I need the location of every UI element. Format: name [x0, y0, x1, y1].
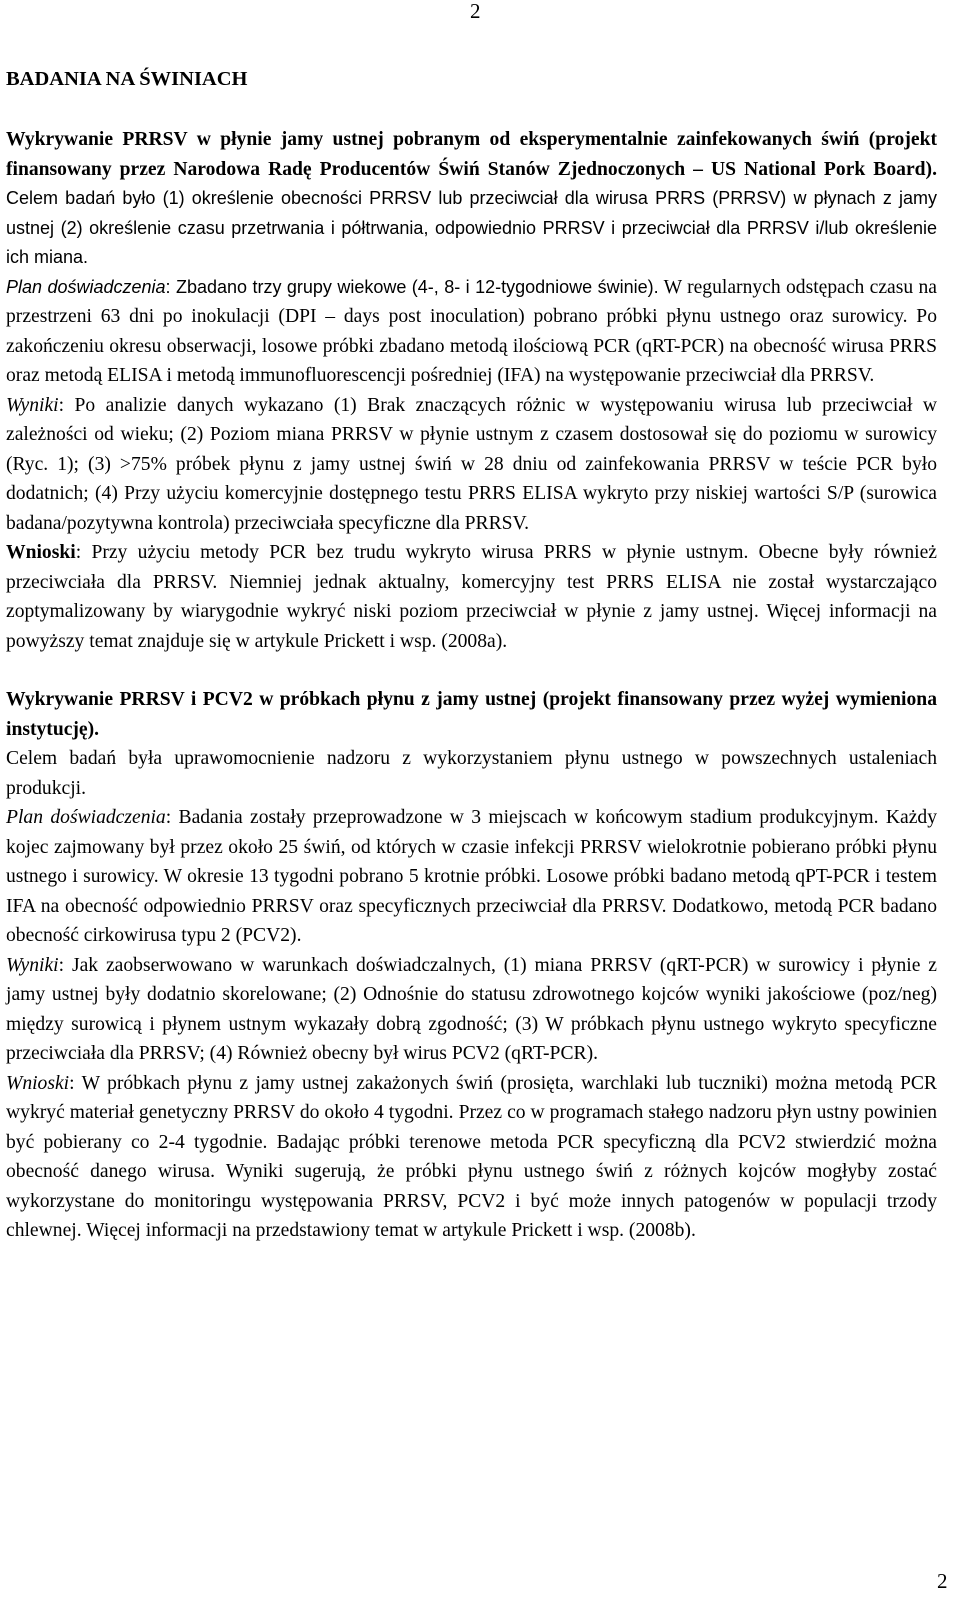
section-1-conclusions: : Przy użyciu metody PCR bez trudu wykryto wirusa PRRS w płynie ustnym. Obecne były również przeciwciała dla PRRSV. Niemniej jednak aktualny, komercyjny test PRRS ELISA nie został wystarczająco zoptymalizowany by wiarygodnie wykryć niski poziom przeciwciał w płynie z jamy ustnej. Więcej informacji na powyższy temat znajduje się w artykule Prickett i wsp. (2008a).: [6, 542, 937, 652]
section-2-plan-label: Plan doświadczenia: [6, 807, 166, 828]
section-1-intro: Celem badań było (1) określenie obecności PRRSV lub przeciwciał dla wirusa PRRS (PRRSV) w płynach z jamy ustnej (2) określenie czasu przetrwania i półtrwania, odpowiednio PRRSV i przeciwciał dla PRRSV i/lub określenie ich miana.: [6, 188, 937, 267]
section-1-conclusions-label: Wnioski: [6, 542, 76, 563]
section-oral-fluid-experimental: [6, 125, 937, 656]
section-1-plan-b: W regularnych odstępach czasu na przestrzeni 63 dni po inokulacji (DPI – days post inoculation) pobrano próbki płynu ustnego oraz surowicy.: [6, 276, 937, 327]
section-gap: [6, 656, 937, 685]
section-2-title: Wykrywanie PRRSV i PCV2 w próbkach płynu z jamy ustnej (projekt finansowany przez wyżej wymieniona instytucję).: [6, 689, 937, 740]
section-1-plan-c: Po zakończeniu okresu obserwacji, losowe próbki zbadano metodą ilościową PCR (qRT-PCR) na obecność wirusa PRRS oraz metodą ELISA i metodą immunofluorescencji pośredniej (IFA) na występowanie przeciwciał dla PRRSV.: [6, 306, 937, 386]
section-2-results: : Jak zaobserwowano w warunkach doświadczalnych, (1) miana PRRSV (qRT-PCR) w surowicy i płynie z jamy ustnej były dodatnio skorelowane; (2) Odnośnie do statusu zdrowotnego kojców wyniki jakościowe (poz/neg) między surowicą i płynem ustnym wykazały dobrą zgodność; (3) W próbkach płynu ustnego wykryto specyficzne przeciwciała dla PRRSV; (4) Również obecny był wirus PCV2 (qRT-PCR).: [6, 954, 937, 1064]
section-1-results-paragraph: [6, 391, 937, 539]
section-1-results: : Po analizie danych wykazano (1) Brak znaczących różnic w występowaniu wirusa lub przeciwciał w zależności od wieku; (2) Poziom miana PRRSV w płynie ustnym z czasem dostosował się do poziomu w surowicy (Ryc. 1); (3) >75% próbek płynu z jamy ustnej świń w 28 dniu od zainfekowania PRRSV w teście PCR było dodatnich; (4) Przy użyciu komercyjnie dostępnego testu PRRS ELISA wykryto przy niskiej wartości S/P (surowica badana/pozytywna kontrola) przeciwciała specyficzne dla PRRSV.: [6, 394, 937, 534]
section-prrsv-pcv2: [6, 685, 937, 1246]
page-number-bottom: 2: [937, 1569, 948, 1593]
section-1-intro-paragraph: [6, 125, 937, 273]
section-2-results-paragraph: [6, 951, 937, 1069]
document-body: [6, 64, 937, 1246]
section-1-results-label: Wyniki: [6, 394, 59, 416]
section-2-intro: Celem badań była uprawomocnienie nadzoru z wykorzystaniem płynu ustnego w powszechnych ustaleniach produkcji.: [6, 748, 937, 799]
section-2-conclusions: : W próbkach płynu z jamy ustnej zakażonych świń (prosięta, warchlaki lub tuczniki) można metodą PCR wykryć materiał genetyczny PRRSV do około 4 tygodni. Przez co w programach stałego nadzoru płyn ustny powinien być pobierany co 2-4 tygodnie. Badając próbki terenowe metoda PCR specyficzną dla PCV2 stwierdzić można obecność danego wirusa. Wyniki sugerują, że próbki płynu ustnego świń z różnych kojców mogłyby zostać wykorzystane do monitoringu występowania PRRSV, PCV2 i być może innych patogenów w populacji trzody chlewnej. Więcej informacji na przedstawiony temat w artykule Prickett i wsp. (2008b).: [6, 1072, 937, 1241]
section-1-title: Wykrywanie PRRSV w płynie jamy ustnej pobranym od eksperymentalnie zainfekowanych świń (projekt finansowany przez Narodowa Radę Producentów Świń Stanów Zjednoczonych – US National Pork Board).: [6, 129, 937, 180]
section-1-plan-paragraph: [6, 273, 937, 391]
section-1-plan-a: : Zbadano trzy grupy wiekowe (4-, 8- i 12-tygodniowe świnie).: [165, 276, 659, 297]
section-1-conclusions-paragraph: [6, 538, 937, 656]
section-2-plan: : Badania zostały przeprowadzone w 3 miejscach w końcowym stadium produkcyjnym. Każdy kojec zajmowany był przez około 25 świń, od których w czasie infekcji PRRSV wielokrotnie pobierano próbki płynu ustnego i surowicy. W okresie 13 tygodni pobrano 5 krotnie próbki. Losowe próbki badano metodą qPT-PCR i testem IFA na obecność odpowiednio PRRSV oraz specyficznych przeciwciał dla PRRSV. Dodatkowo, metodą PCR badano obecność cirkowirusa typu 2 (PCV2).: [6, 807, 937, 946]
section-2-results-label: Wyniki: [6, 954, 59, 976]
section-2-plan-paragraph: [6, 803, 937, 951]
section-1-plan-label: Plan doświadczenia: [6, 276, 166, 297]
page-number-top: 2: [470, 0, 481, 23]
page-heading: BADANIA NA ŚWINIACH: [6, 68, 248, 90]
section-2-conclusions-label: Wnioski: [6, 1072, 70, 1094]
section-2-conclusions-paragraph: [6, 1069, 937, 1246]
